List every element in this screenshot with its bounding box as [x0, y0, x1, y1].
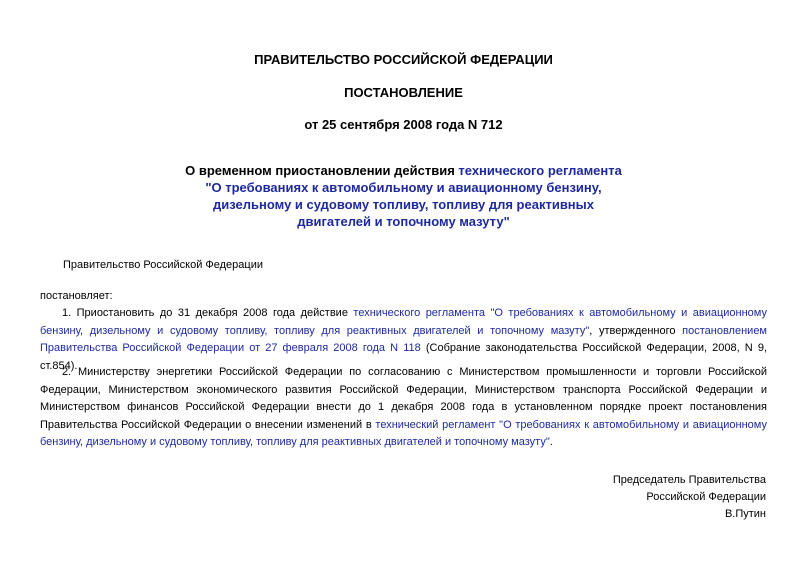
document-date-number: от 25 сентября 2008 года N 712 [304, 117, 503, 132]
signature-block [613, 472, 766, 523]
signature-position-line2: Российской Федерации [646, 491, 766, 503]
document-type-heading: ПОСТАНОВЛЕНИЕ [344, 85, 463, 100]
paragraph-1-start: 1. Приостановить до 31 декабря 2008 года действие [62, 307, 354, 319]
title-regulation-link-part3[interactable]: дизельному и судовому топливу, топливу для реактивных [212, 197, 594, 212]
title-regulation-link-part2[interactable]: "О требованиях к автомобильному и авиационному бензину, [205, 180, 602, 195]
paragraph-2-start: 2. Министерству энергетики Российской Федерации по согласованию с Министерством промышленности и торговли Российской Федерации, Министерством экономического развития Российской Федерации, Министерством транспорта Российской Федерации и Министерством финансов Российской Федерации внести до 1 декабря 2008 года в установленном порядке проект постановления Правительства Российской Федерации о внесении изменений в [40, 366, 767, 431]
title-prefix: О временном приостановлении действия [185, 163, 459, 178]
decrees-text: постановляет: [40, 290, 113, 302]
issuer-text: Правительство Российской Федерации [63, 259, 263, 271]
paragraph-1-decree-link[interactable]: постановлением Правительства Российской Федерации от 27 февраля 2008 года N 118 [40, 324, 767, 354]
paragraph-1-regulation-link[interactable]: технического регламента "О требованиях к автомобильному и авиационному бензину, дизельному и судовому топливу, топливу для реактивных двигателей и топочному мазуту" [40, 307, 767, 337]
title-regulation-link-part1[interactable]: технического регламента [458, 163, 622, 178]
signature-position-line1: Председатель Правительства [612, 474, 766, 486]
paragraph-1-mid: , утвержденного [589, 324, 683, 337]
title-regulation-link-part4[interactable]: двигателей и топочному мазуту" [297, 214, 510, 229]
government-heading: ПРАВИТЕЛЬСТВО РОССИЙСКОЙ ФЕДЕРАЦИИ [254, 52, 553, 67]
paragraph-1-end: (Собрание законодательства Российской Федерации, 2008, N 9, ст.854). [40, 342, 767, 372]
paragraph-2 [40, 364, 767, 452]
paragraph-2-end: . [549, 436, 553, 448]
signature-name: В.Путин [724, 508, 766, 520]
paragraph-2-regulation-link[interactable]: технический регламент "О требованиях к автомобильному и авиационному бензину, дизельному и судовому топливу, топливу для реактивных двигателей и топочному мазуту" [40, 418, 767, 448]
document-title [0, 162, 807, 230]
